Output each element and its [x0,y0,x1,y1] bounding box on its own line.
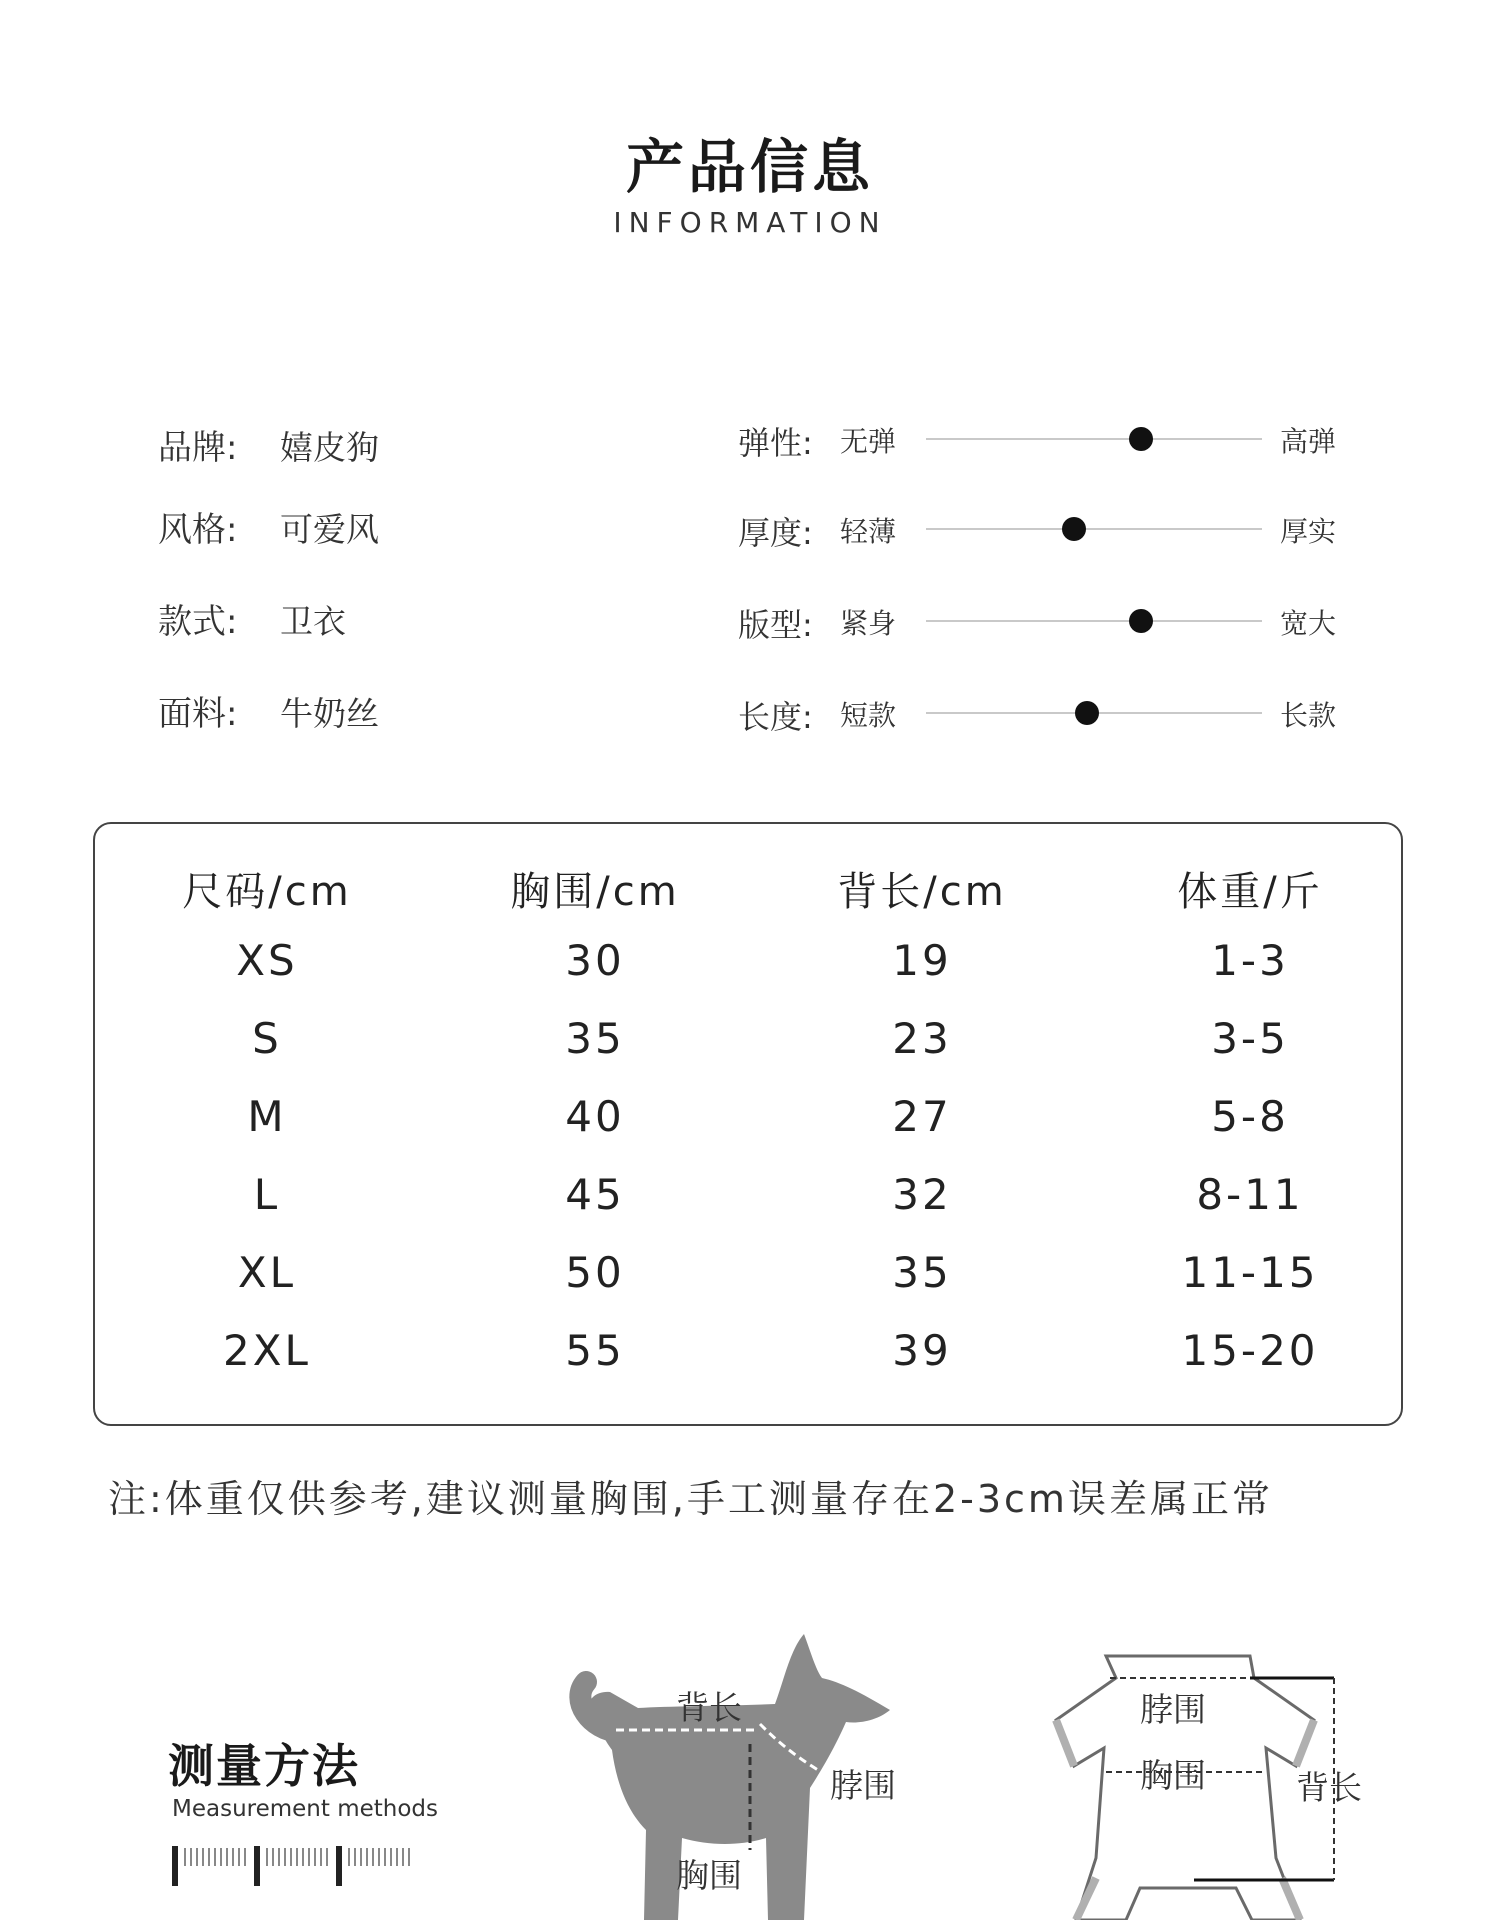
dog-neck-label: 脖围 [830,1766,896,1805]
page-subtitle: INFORMATION [613,206,887,239]
table-cell: 1-3 [1211,936,1289,985]
page-title: 产品信息 [625,133,874,201]
scale-low-label: 紧身 [840,607,897,640]
table-header-back: 背长/cm [837,869,1007,915]
table-cell: 30 [565,936,625,985]
scale-marker [1075,701,1099,725]
size-table [93,822,1403,1426]
attr-value: 嬉皮狗 [280,428,379,467]
table-cell: 45 [565,1170,625,1219]
table-cell: 39 [892,1326,952,1375]
attr-label: 品牌: [158,428,238,468]
scale-high-label: 宽大 [1280,607,1337,640]
table-cell: 35 [565,1014,625,1063]
scale-label: 厚度: [738,514,813,552]
scale-label: 弹性: [738,424,813,462]
ruler-icon [172,1840,422,1890]
scale-track [926,528,1262,530]
table-cell: 11-15 [1181,1248,1319,1297]
table-cell: 23 [892,1014,952,1063]
table-cell: M [247,1092,287,1141]
table-cell: 55 [565,1326,625,1375]
attr-fabric [158,686,379,735]
scale-high-label: 高弹 [1280,425,1337,458]
table-header-size: 尺码/cm [182,869,352,915]
table-cell: 3-5 [1211,1014,1289,1063]
garment-chest-label: 胸围 [1140,1756,1206,1795]
table-cell: 5-8 [1211,1092,1289,1141]
table-cell: 40 [565,1092,625,1141]
table-cell: XL [237,1248,297,1297]
attr-value: 可爱风 [280,510,379,549]
attr-brand [158,420,379,469]
scale-track [926,438,1262,440]
size-note: 注:体重仅供参考,建议测量胸围,手工测量存在2-3cm误差属正常 [108,1477,1273,1521]
scale-thickness [738,508,1358,552]
measurement-title: 测量方法 [168,1739,360,1793]
scale-marker [1062,517,1086,541]
scale-low-label: 轻薄 [840,515,897,548]
scale-low-label: 短款 [840,699,897,732]
table-cell: XS [236,936,298,985]
scale-length [738,692,1358,736]
scale-high-label: 厚实 [1280,515,1337,548]
table-cell: L [253,1170,281,1219]
scale-track [926,620,1262,622]
attr-label: 款式: [158,602,238,642]
table-header-weight: 体重/斤 [1177,869,1323,915]
dog-back-length-label: 背长 [676,1688,742,1727]
table-cell: 19 [892,936,952,985]
measurement-subtitle: Measurement methods [172,1796,439,1822]
table-cell: 32 [892,1170,952,1219]
dog-chest-label: 胸围 [676,1856,742,1895]
attr-value: 牛奶丝 [280,694,379,733]
table-cell: S [252,1014,282,1063]
scale-marker [1129,427,1153,451]
attr-value: 卫衣 [280,602,346,641]
attr-label: 面料: [158,694,238,734]
garment-back-length-label: 背长 [1296,1768,1362,1807]
table-cell: 27 [892,1092,952,1141]
scale-label: 长度: [738,698,813,736]
scale-high-label: 长款 [1280,699,1337,732]
scale-fit [738,600,1358,644]
scale-low-label: 无弹 [840,425,897,458]
scale-marker [1129,609,1153,633]
scale-label: 版型: [738,606,813,644]
attr-label: 风格: [158,510,238,550]
attr-style [158,502,379,551]
attr-type [158,594,346,643]
scale-elasticity [738,418,1358,462]
table-cell: 50 [565,1248,625,1297]
table-header-chest: 胸围/cm [510,869,680,915]
table-cell: 15-20 [1181,1326,1319,1375]
table-cell: 8-11 [1196,1170,1304,1219]
table-cell: 2XL [223,1326,311,1375]
table-cell: 35 [892,1248,952,1297]
garment-neck-label: 脖围 [1140,1690,1206,1729]
